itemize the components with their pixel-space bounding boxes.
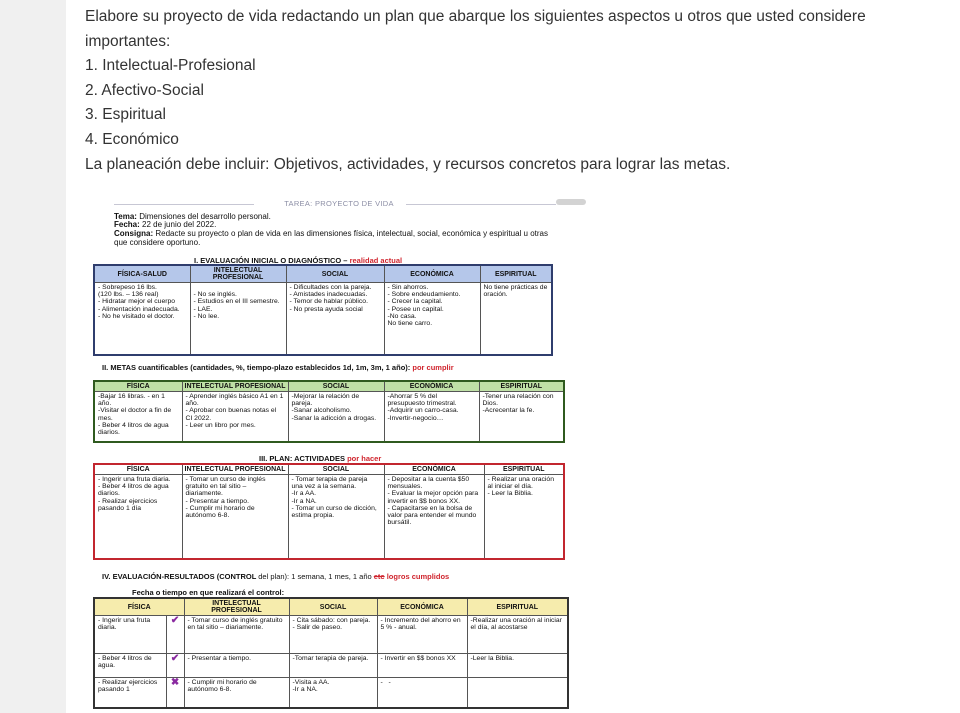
column-header: INTELECTUAL PROFESIONAL [190,265,286,283]
cell-dash: - [388,679,391,686]
table-cell [377,678,467,708]
control-date-label: Fecha o tiempo en que realizará el control: [132,588,285,597]
table-cell: - Depositar a la cuenta $50 mensuales. - Evaluar la mejor opción para invertir en $$ bonos XX. - Capacitarse en la bolsa de valor para entender el mundo bursátil. [384,475,484,559]
table-cell: -Ahorrar 5 % del presupuesto trimestral. -Adquirir un carro-casa. -Invertir-negocio… [384,392,479,442]
consigna-label: Consigna: [114,229,154,238]
assignment-instructions [85,5,925,177]
column-header: FÍSICA [94,464,182,475]
table-row [94,678,568,708]
fecha-value: 22 de junio del 2022. [142,220,217,229]
table-cell: - Sin ahorros. - Sobre endeudamiento. - Crecer la capital. - Posee un capital. -No casa. No tiene carro. [384,283,480,355]
column-header: ECONÓMICA [384,381,479,392]
section-3-title [259,455,381,463]
table-cell: - Aprender inglés básico A1 en 1 año. - Aprobar con buenas notas el CI 2022. - Leer un libro por mes. [182,392,288,442]
column-header: SOCIAL [288,464,384,475]
table-cell: - Tomar terapia de pareja una vez a la semana. -Ir a AA. -Ir a NA. - Tomar un curso de dicción, estima propia. [288,475,384,559]
tarea-title: PROYECTO DE VIDA [314,199,394,208]
table-cell: - Dificultades con la pareja. - Amistades inadecuadas. - Temor de hablar público. - No presta ayuda social [286,283,384,355]
table-cell: -Bajar 16 libras. - en 1 año. -Visitar el doctor a fin de mes. - Beber 4 litros de agua diarios. [94,392,182,442]
column-header: ESPIRITUAL [484,464,564,475]
column-header: INTELECTUAL PROFESIONAL [184,598,289,616]
table-header-row [94,464,564,475]
struck-text: etc [373,572,385,581]
table-header-row [94,265,552,283]
table-cell: - Realizar una oración al iniciar el día. - Leer la Biblia. [484,475,564,559]
section-title-rest: del plan): 1 semana, 1 mes, 1 año [258,572,372,581]
table-cell: - Invertir en $$ bonos XX [377,654,467,678]
instructions-intro: Elabore su proyecto de vida redactando un plan que abarque los siguientes aspectos u otros que usted considere importantes: [85,8,866,50]
table-cell: -Realizar una oración al iniciar el día, al acostarse [467,616,568,654]
table-cell: - No se inglés. - Estudios en el III semestre. - LAE. - No lee. [190,283,286,355]
section-title-text: III. PLAN: ACTIVIDADES [259,454,345,463]
table-cell: - Incremento del ahorro en 5 % - anual. [377,616,467,654]
table-cell: - Tomar un curso de inglés gratuito en tal sitio – diariamente. - Presentar a tiempo. - Cumplir mi horario de autónomo 6-8. [182,475,288,559]
cell-dash: - [380,679,383,686]
section-4-title [102,573,572,581]
column-header: ESPIRITUAL [480,265,552,283]
column-header: ESPIRITUAL [479,381,564,392]
column-header: ESPIRITUAL [467,598,568,616]
column-header: ECONÓMICA [384,265,480,283]
consigna-value: Redacte su proyecto o plan de vida en las dimensiones física, intelectual, social, económica y espiritual u otras que considere oportuno. [114,229,548,247]
table-cell: -Visita a AA. -Ir a NA. [289,678,377,708]
table-cell: - Ingerir una fruta diaria. - Beber 4 litros de agua diarios. - Realizar ejercicios pasando 1 día [94,475,182,559]
table-cell: -Mejorar la relación de pareja. -Sanar alcoholismo. -Sanar la adicción a drogas. [288,392,384,442]
table-cell: - Ingerir una fruta diaria. [94,616,166,654]
table-cell: - Realizar ejercicios pasando 1 [94,678,166,708]
section-note: realidad actual [349,256,403,265]
section-title-text: IV. EVALUACIÓN-RESULTADOS (CONTROL [102,572,257,581]
tema-value: Dimensiones del desarrollo personal. [139,212,271,221]
column-header: INTELECTUAL PROFESIONAL [182,381,288,392]
table-cell: - Beber 4 litros de agua. [94,654,166,678]
instructions-closing: La planeación debe incluir: Objetivos, actividades, y recursos concretos para lograr las metas. [85,155,731,173]
table-cell: - Tomar curso de inglés gratuito en tal sitio – diariamente. [184,616,289,654]
column-header: INTELECTUAL PROFESIONAL [182,464,288,475]
table-cell [467,678,568,708]
column-header: FÍSICA [94,381,182,392]
table-cell: - Sobrepeso 16 lbs. (120 lbs. – 136 real) - Hidratar mejor el cuerpo - Alimentación inadecuada. - No he visitado el doctor. [94,283,190,355]
column-header: FÍSICA [94,598,184,616]
column-header: SOCIAL [288,381,384,392]
table-cell: -Tener una relación con Dios. -Acrecentar la fe. [479,392,564,442]
diagnostic-table [93,264,553,356]
cross-mark-icon: ✖ [166,678,184,708]
column-header: ECONÓMICA [384,464,484,475]
table-header-row [94,598,568,616]
table-cell: - Presentar a tiempo. [184,654,289,678]
checkmark-icon: ✔ [166,616,184,654]
table-cell: - Cumplir mi horario de autónomo 6-8. [184,678,289,708]
section-note: por cumplir [412,363,454,372]
document-heading [84,199,594,208]
table-cell: No tiene prácticas de oración. [480,283,552,355]
section-note: por hacer [347,454,382,463]
table-cell: -Tomar terapia de pareja. [289,654,377,678]
goals-table [93,380,565,443]
table-row [94,392,564,442]
attached-document-image[interactable] [84,191,594,713]
column-header: ECONÓMICA [377,598,467,616]
table-cell: - Cita sábado: con pareja. - Salir de paseo. [289,616,377,654]
table-cell: -Leer la Biblia. [467,654,568,678]
table-row [94,283,552,355]
column-header: SOCIAL [286,265,384,283]
table-header-row [94,381,564,392]
tema-label: Tema: [114,212,137,221]
activities-table [93,463,565,560]
section-2-title [102,364,562,372]
table-row [94,475,564,559]
table-row [94,654,568,678]
results-table [93,597,569,709]
section-title-text: II. METAS cuantificables (cantidades, %, tiempo-plazo establecidos 1d, 1m, 3m, 1 año): [102,363,411,372]
instructions-item: 2. Afectivo-Social [85,81,204,99]
instructions-item: 1. Intelectual-Profesional [85,57,256,75]
fecha-label: Fecha: [114,220,140,229]
column-header: SOCIAL [289,598,377,616]
instructions-item: 4. Económico [85,130,179,148]
tarea-label: TAREA: [284,199,313,208]
checkmark-icon: ✔ [166,654,184,678]
instructions-item: 3. Espiritual [85,106,166,124]
consigna-line [114,230,554,247]
table-row [94,616,568,654]
column-header: FÍSICA-SALUD [94,265,190,283]
section-title-text: I. EVALUACIÓN INICIAL O DIAGNÓSTICO – [194,256,348,265]
section-note: logros cumplidos [386,572,450,581]
